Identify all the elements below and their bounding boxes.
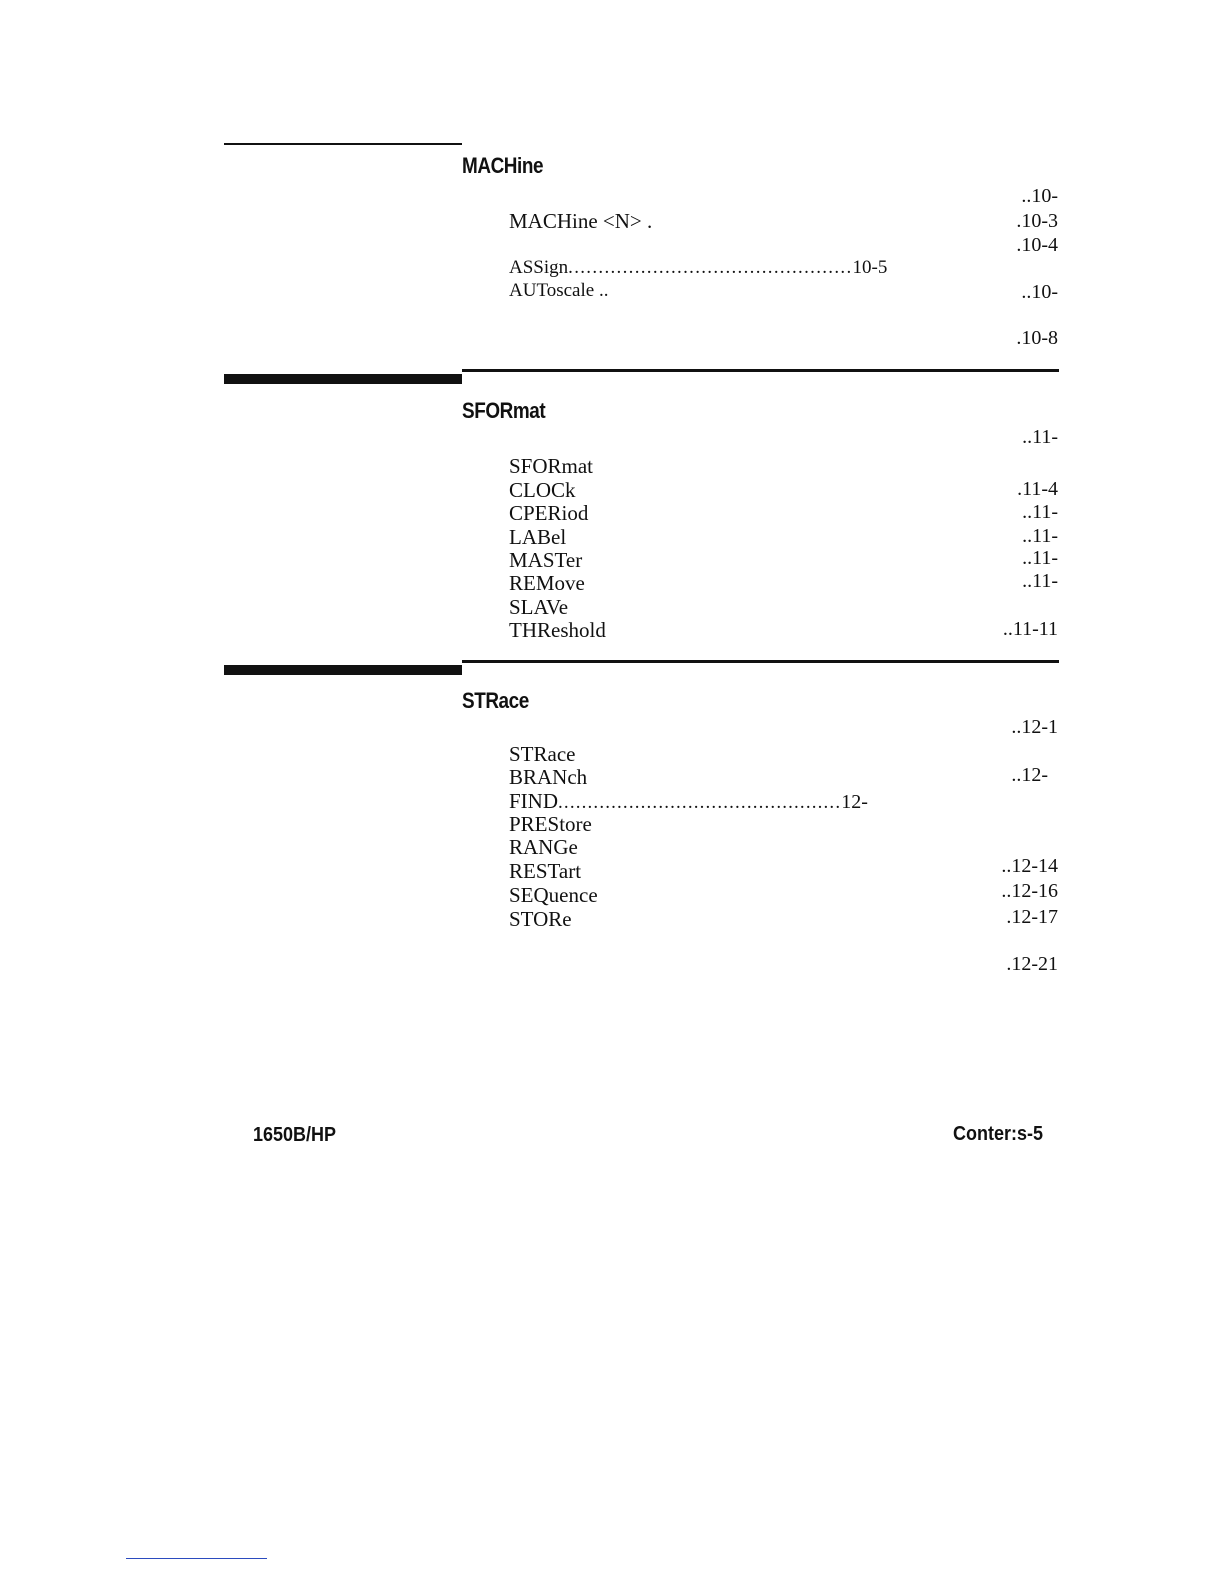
toc-entry-sformat-2 [509,478,576,503]
page-number: .11-4 [1017,478,1058,500]
toc-entry-sformat-6 [509,571,585,596]
dot-leader: ................................................ [558,792,842,813]
page-number: 12-16 [1011,880,1058,902]
page-number: .12-17 [1006,906,1058,928]
page-number: .12-21 [1006,953,1058,975]
dot-leader: .. [1011,716,1022,738]
page-number: 11- [1032,426,1058,448]
footer-model: 1650B/HP [253,1124,337,1146]
dot-leader: .. [1021,185,1032,207]
toc-page-machine-2 [1016,234,1058,257]
toc-entry-sformat-3 [509,501,588,526]
toc-page-strace-0 [1011,716,1058,739]
toc-entry-strace-1 [509,742,575,767]
page-number: 11- [1032,547,1058,569]
entry-name: RANGe [509,835,578,859]
entry-name: ASSign [509,257,569,278]
toc-entry-sformat-1 [509,454,593,479]
toc-page-machine-5 [1016,327,1058,350]
section-divider-line [462,369,1059,372]
section-divider-bar [224,665,462,675]
section-divider-bar [224,374,462,384]
toc-page-sformat-5 [1022,547,1058,570]
entry-name: THReshold [509,618,606,642]
toc-page-machine-4 [1021,281,1058,304]
section-heading-sformat: SFORmat [462,398,546,423]
toc-entry-machine-0 [1021,185,1058,208]
entry-name: STORe [509,907,572,931]
section-heading-machine: MACHine [462,153,544,178]
entry-name: CPERiod [509,501,589,525]
toc-page-machine-1 [1016,210,1058,233]
page-number: 11- [1032,501,1058,523]
toc-page-sformat-4 [1022,525,1058,548]
entry-name: BRANch [509,765,588,789]
toc-entry-machine-3 [509,257,887,279]
dot-leader: .. [1022,570,1033,592]
toc-entry-strace-3 [509,789,868,814]
page-number: 12-1 [1021,716,1058,738]
dot-leader: .. [1001,880,1012,902]
dot-leader: .. [1011,764,1022,786]
page-number: .10-8 [1016,327,1058,349]
toc-page-sformat-3 [1022,501,1058,524]
entry-name: STRace [509,742,576,766]
toc-page-strace-6 [1001,855,1058,878]
entry-name: MACHine <N> . [509,209,653,233]
toc-entry-strace-6 [509,859,581,884]
entry-name: FIND [509,789,559,813]
toc-page-sformat-0 [1022,426,1058,449]
toc-entry-machine-4 [509,280,608,302]
dot-leader: .. [1022,547,1033,569]
toc-entry-sformat-4 [509,525,566,550]
toc-entry-machine-1 [509,209,652,234]
page-number: 11- [1032,570,1058,592]
top-rule [224,143,462,145]
toc-entry-strace-2 [509,765,587,790]
dot-leader: .. [1022,426,1033,448]
toc-page-strace-7 [1001,880,1058,903]
page-number: 12- [1021,764,1048,786]
entry-name: CLOCk [509,478,576,502]
dot-leader: .. [1021,281,1032,303]
toc-page-sformat-6 [1022,570,1058,593]
toc-page-strace-2 [1011,764,1048,787]
page-number: 11-11 [1012,618,1058,640]
dot-leader: ............................................... [568,257,853,278]
toc-page-sformat-8 [1003,618,1058,641]
dot-leader: .. [1022,525,1033,547]
toc-page-strace-9 [1006,953,1058,976]
page-number: 10- [1031,281,1058,303]
toc-page-strace-8 [1006,906,1058,929]
toc-entry-sformat-7 [509,595,568,620]
dot-leader: .. [1022,501,1033,523]
toc-page-sformat-2 [1017,478,1058,501]
entry-name: MASTer [509,548,583,572]
toc-entry-sformat-5 [509,548,582,573]
scan-edge-line [126,1558,267,1559]
entry-name: AUToscale .. [509,280,609,301]
toc-entry-sformat-8 [509,618,606,643]
entry-name: SEQuence [509,883,598,907]
toc-entry-strace-7 [509,883,598,908]
page-number: 12-14 [1011,855,1058,877]
toc-entry-strace-5 [509,835,578,860]
toc-entry-strace-8 [509,907,572,932]
entry-name: SFORmat [509,454,594,478]
page-number: 10-5 [852,257,888,278]
page-number: 10- [1031,185,1058,207]
entry-name: REMove [509,571,585,595]
toc-entry-strace-4 [509,812,592,837]
page-number: .10-3 [1016,210,1058,232]
page-number: 12- [841,791,868,813]
page-number: .10-4 [1016,234,1058,256]
dot-leader: .. [1001,855,1012,877]
section-heading-strace: STRace [462,688,529,713]
dot-leader: .. [1002,618,1013,640]
section-divider-line [462,660,1059,663]
entry-name: LABel [509,525,567,549]
page-number: 11- [1032,525,1058,547]
entry-name: RESTart [509,859,582,883]
entry-name: PREStore [509,812,592,836]
footer-page-label: Conter:s-5 [953,1123,1044,1145]
entry-name: SLAVe [509,595,569,619]
